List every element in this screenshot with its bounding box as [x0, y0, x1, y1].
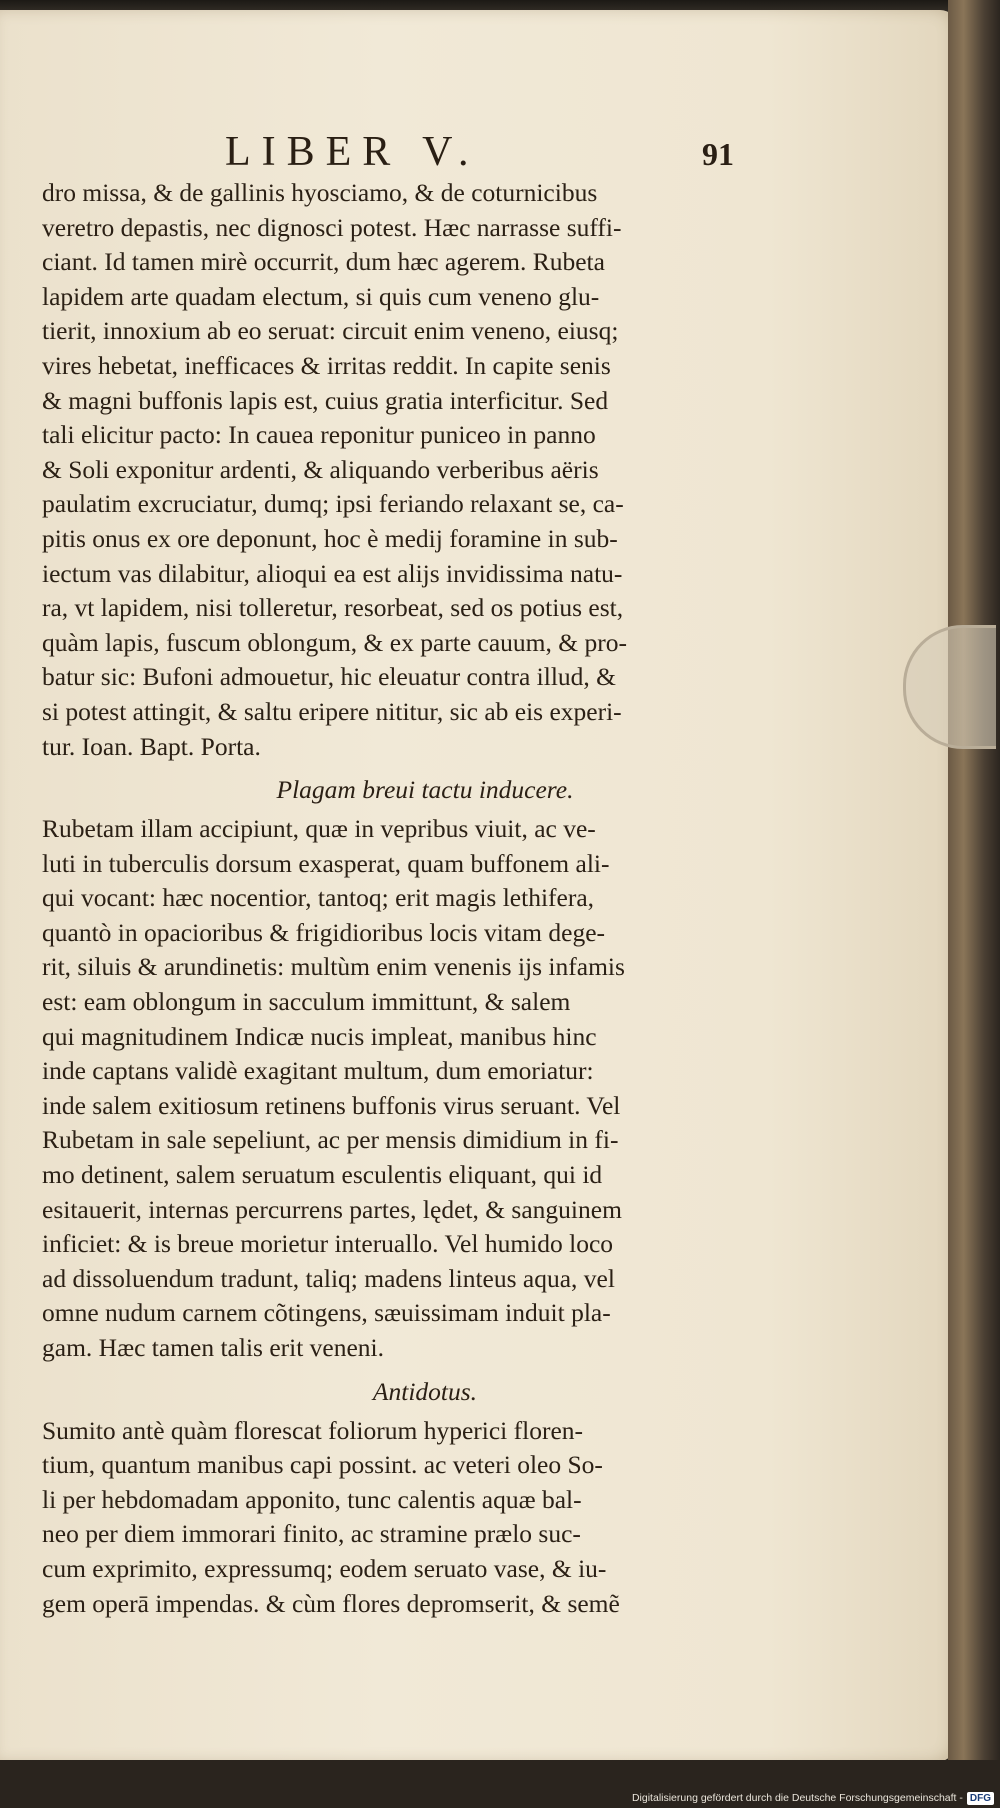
digitization-note: Digitalisierung gefördert durch die Deutsche Forschungsgemeinschaft - — [631, 1792, 963, 1804]
text-line: Sumito antè quàm florescat foliorum hyperici floren- — [42, 1415, 584, 1445]
text-line: mo detinent, salem seruatum esculentis eliquant, qui id — [42, 1160, 603, 1190]
body-text — [42, 176, 778, 1621]
paragraph-group-1 — [42, 176, 778, 764]
text-line: vires hebetat, inefficaces & irritas reddit. In capite senis — [42, 350, 611, 380]
page-number: 91 — [702, 136, 734, 172]
text-line: ciant. Id tamen mirè occurrit, dum hæc agerem. Rubeta — [42, 247, 605, 277]
paragraph-group-3 — [42, 1414, 778, 1622]
text-line: ad dissoluendum tradunt, taliq; madens linteus aqua, vel — [42, 1263, 615, 1293]
text-line: inde captans validè exagitant multum, dum emoriatur: — [42, 1056, 594, 1086]
text-line: luti in tuberculis dorsum exasperat, quam buffonem ali- — [42, 848, 610, 878]
text-line: neo per diem immorari finito, ac stramine prælo suc- — [42, 1519, 581, 1549]
text-line: & magni buffonis lapis est, cuius gratia interficitur. Sed — [42, 385, 609, 415]
text-line: batur sic: Bufoni admouetur, hic eleuatur contra illud, & — [42, 662, 616, 692]
text-line: inde salem exitiosum retinens buffonis virus seruant. Vel — [42, 1090, 621, 1120]
text-line: paulatim excruciatur, dumq; ipsi feriando relaxant se, ca- — [42, 489, 624, 519]
text-line: omne nudum carnem cõtingens, sæuissimam induit pla- — [42, 1298, 611, 1328]
book-spine-edge — [948, 0, 1000, 1808]
text-line: cum exprimito, expressumq; eodem seruato vase, & iu- — [42, 1553, 607, 1583]
digitization-footer — [632, 1790, 994, 1806]
paragraph-group-2 — [42, 812, 778, 1366]
text-line: iectum vas dilabitur, alioqui ea est alijs invidissima natu- — [42, 558, 623, 588]
text-line: lapidem arte quadam electum, si quis cum veneno glu- — [42, 281, 600, 311]
section-heading-plagam: Plagam breui tactu inducere. — [276, 775, 574, 805]
text-line: esitauerit, internas percurrens partes, lędet, & sanguinem — [42, 1194, 622, 1224]
text-line: Rubetam in sale sepeliunt, ac per mensis dimidium in fi- — [42, 1125, 619, 1155]
text-line: quàm lapis, fuscum oblongum, & ex parte cauum, & pro- — [42, 627, 627, 657]
text-line: qui vocant: hæc nocentior, tantoq; erit magis lethifera, — [42, 883, 595, 913]
text-line: veretro depastis, nec dignosci potest. Hæc narrasse suffi- — [42, 212, 622, 242]
dfg-logo-badge: DFG — [967, 1792, 994, 1805]
text-line: Rubetam illam accipiunt, quæ in vepribus viuit, ac ve- — [42, 814, 596, 844]
text-line: qui magnitudinem Indicæ nucis impleat, manibus hinc — [42, 1021, 597, 1051]
text-line: tali elicitur pacto: In cauea reponitur puniceo in panno — [42, 420, 596, 450]
text-line: ra, vt lapidem, nisi tolleretur, resorbeat, sed os potius est, — [42, 593, 624, 623]
text-line: quantò in opacioribus & frigidioribus locis vitam dege- — [42, 917, 606, 947]
text-line: & Soli exponitur ardenti, & aliquando verberibus aëris — [42, 454, 599, 484]
section-heading-antidotus: Antidotus. — [372, 1376, 478, 1406]
text-line: dro missa, & de gallinis hyosciamo, & de coturnicibus — [42, 178, 598, 207]
text-line: inficiet: & is breue morietur interuallo. Vel humido loco — [42, 1229, 614, 1259]
text-line: est: eam oblongum in sacculum immittunt, & salem — [42, 987, 571, 1017]
text-line: si potest attingit, & saltu eripere nititur, sic ab eis experi- — [42, 696, 622, 726]
text-line: gam. Hæc tamen talis erit veneni. — [42, 1333, 385, 1362]
text-line: tierit, innoxium ab eo seruat: circuit enim veneno, eiusq; — [42, 316, 619, 346]
page-header — [0, 128, 958, 176]
text-line: rit, siluis & arundinetis: multùm enim venenis ijs infamis — [42, 952, 625, 982]
text-line: tur. Ioan. Bapt. Porta. — [42, 731, 261, 761]
text-line: tium, quantum manibus capi possint. ac veteri oleo So- — [42, 1450, 603, 1480]
running-head: LIBER V. — [225, 129, 480, 175]
text-line: pitis onus ex ore deponunt, hoc è medij foramine in sub- — [42, 523, 618, 553]
text-line: li per hebdomadam apponito, tunc calentis aquæ bal- — [42, 1484, 582, 1514]
text-line: gem operā impendas. & cùm flores depromserit, & semẽ — [42, 1588, 620, 1618]
